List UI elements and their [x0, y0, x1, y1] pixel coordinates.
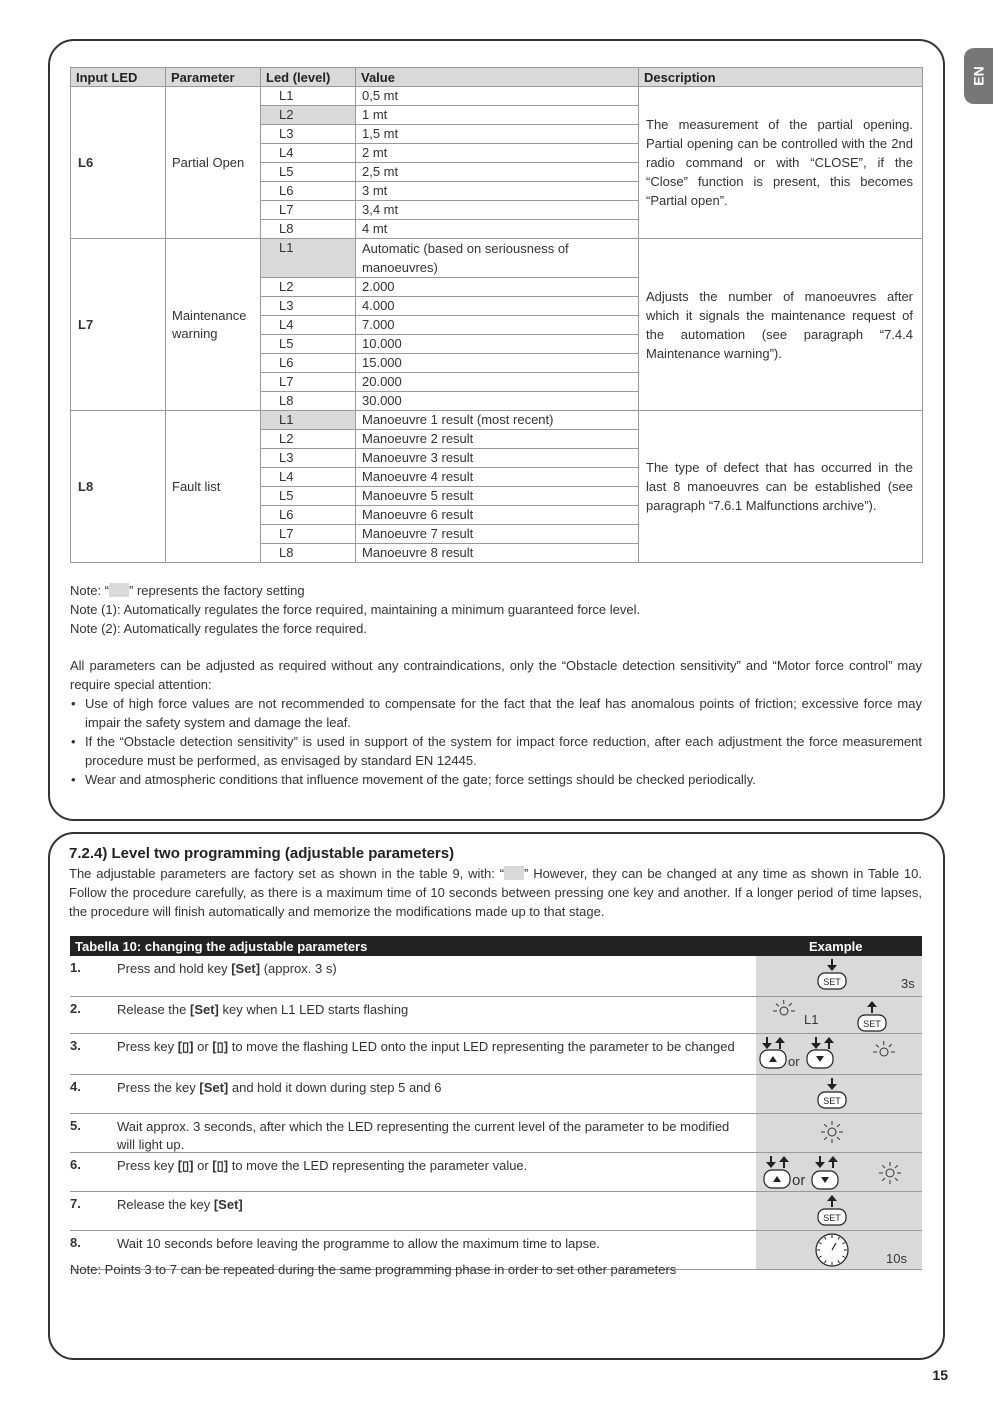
arrow-up-icon: [828, 1156, 838, 1168]
flashing-led-icon: [879, 1162, 901, 1184]
led-label: L1: [804, 1012, 819, 1027]
step-key-name: [Set]: [231, 961, 261, 976]
step-text: [117, 1079, 747, 1097]
table-row: [71, 411, 923, 430]
input-led-cell: L6: [71, 87, 166, 239]
value-cell: 10.000: [356, 335, 639, 354]
value-cell: 30.000: [356, 392, 639, 411]
example-illustration: [756, 1075, 922, 1113]
factory-swatch: [109, 583, 129, 597]
step-text: [117, 1001, 747, 1019]
example-illustration: [756, 1153, 922, 1191]
set-key-label: SET: [823, 1213, 841, 1223]
example-illustration: [756, 1034, 922, 1074]
step-key-name: [Set]: [199, 1080, 229, 1095]
arrow-up-icon: [775, 1037, 785, 1049]
language-tab[interactable]: [964, 48, 993, 104]
led-level-cell: L6: [261, 182, 356, 201]
step-number: 5.: [70, 1118, 81, 1133]
example-cell: [756, 1231, 922, 1269]
arrow-down-icon: [827, 1078, 837, 1090]
step-text-part: to move the LED representing the parameter value.: [228, 1158, 528, 1173]
arrow-up-icon: [779, 1156, 789, 1168]
step-text-part: (approx. 3 s): [260, 961, 337, 976]
guidance-list: [70, 694, 922, 789]
led-level-cell: L2: [261, 430, 356, 449]
language-tab-label: EN: [970, 66, 987, 86]
led-level-cell: L3: [261, 125, 356, 144]
step-text: [117, 1196, 747, 1214]
value-cell: Manoeuvre 1 result (most recent): [356, 411, 639, 430]
example-cell: [756, 1114, 922, 1152]
parameter-cell: Partial Open: [166, 87, 261, 239]
value-cell: Manoeuvre 3 result: [356, 449, 639, 468]
parameters-table: [70, 67, 923, 563]
step-text-part: Wait approx. 3 seconds, after which the LED representing the current level of the parameter to be modified will light up.: [117, 1119, 730, 1152]
or-label: or: [792, 1172, 806, 1189]
list-item: • Use of high force values are not recommended to compensate for the fact that the leaf has anomalous points of friction; excessive force may impair the safety system and damage the leaf.: [70, 694, 922, 732]
value-cell: 0,5 mt: [356, 87, 639, 106]
step-row: [70, 1034, 922, 1075]
led-level-cell: L8: [261, 544, 356, 563]
parameters-guidance: [70, 656, 922, 789]
example-illustration: [756, 1192, 922, 1230]
header-parameter: Parameter: [166, 68, 261, 87]
timer-icon: [816, 1234, 848, 1266]
table-row: [71, 87, 923, 106]
set-key-label: SET: [823, 1096, 841, 1106]
value-cell: 1 mt: [356, 106, 639, 125]
led-level-cell: L6: [261, 354, 356, 373]
header-value: Value: [356, 68, 639, 87]
guidance-intro: All parameters can be adjusted as required without any contraindications, only the “Obstacle detection sensitivity” and “Motor force control” may require special attention:: [70, 658, 922, 692]
value-cell: Manoeuvre 5 result: [356, 487, 639, 506]
led-level-cell: L7: [261, 525, 356, 544]
step-text-part: to move the flashing LED onto the input LED representing the parameter to be changed: [228, 1039, 735, 1054]
step-text: [117, 1157, 747, 1175]
section-intro: The adjustable parameters are factory set as shown in the table 9, with: “ ” However, they can be changed at any time as shown in Table 10. Follow the procedure carefully, as there is a maximum time of 10 seconds between pressing one key and another. If a longer period of time lapses, the procedure will finish automatically and memorize the modifications made up to that stage.: [69, 866, 922, 919]
led-level-cell: L7: [261, 201, 356, 220]
arrow-down-icon: [811, 1037, 821, 1049]
value-cell: 7.000: [356, 316, 639, 335]
step-text-part: or: [193, 1158, 213, 1173]
procedure-footnote: Note: Points 3 to 7 can be repeated during the same programming phase in order to set other parameters: [70, 1262, 677, 1277]
step-text-part: or: [193, 1039, 213, 1054]
up-key-icon: [760, 1050, 786, 1068]
arrow-down-icon: [827, 959, 837, 971]
list-item: • Wear and atmospheric conditions that influence movement of the gate; force settings should be checked periodically.: [70, 770, 922, 789]
value-cell: 3,4 mt: [356, 201, 639, 220]
value-cell: Automatic (based on seriousness of manoeuvres): [356, 239, 639, 278]
step-text-part: and hold it down during step 5 and 6: [228, 1080, 442, 1095]
example-illustration: [756, 956, 922, 996]
led-level-cell: L5: [261, 335, 356, 354]
or-label: or: [788, 1054, 800, 1069]
value-cell: 2.000: [356, 278, 639, 297]
led-level-cell: L1: [261, 87, 356, 106]
value-cell: Manoeuvre 7 result: [356, 525, 639, 544]
value-cell: 2,5 mt: [356, 163, 639, 182]
example-cell: [756, 1075, 922, 1113]
arrow-down-icon: [766, 1156, 776, 1168]
led-level-cell: L3: [261, 297, 356, 316]
factory-note: Note: “ ” represents the factory setting: [70, 583, 305, 598]
step-row: [70, 1153, 922, 1192]
example-cell: [756, 1192, 922, 1230]
led-level-cell: L8: [261, 392, 356, 411]
led-level-cell: L8: [261, 220, 356, 239]
step-number: 6.: [70, 1157, 81, 1172]
example-cell: [756, 1153, 922, 1191]
example-cell: [756, 956, 922, 996]
value-cell: 15.000: [356, 354, 639, 373]
value-cell: Manoeuvre 2 result: [356, 430, 639, 449]
note-2: Note (2): Automatically regulates the force required.: [70, 621, 367, 636]
arrow-down-icon: [762, 1037, 772, 1049]
procedure-table-header: [70, 936, 922, 956]
step-key-name: [▯]: [212, 1039, 229, 1054]
step-number: 1.: [70, 960, 81, 975]
down-key-icon: [807, 1050, 833, 1068]
parameter-cell: Maintenance warning: [166, 239, 261, 411]
arrow-up-icon: [867, 1001, 877, 1013]
set-key-icon: [818, 973, 846, 989]
set-key-icon: [858, 1015, 886, 1031]
value-cell: 3 mt: [356, 182, 639, 201]
arrow-down-icon: [815, 1156, 825, 1168]
description-cell: Adjusts the number of manoeuvres after which it signals the maintenance request of the automation (see paragraph “7.4.4 Maintenance warning”).: [639, 239, 923, 411]
example-illustration: [756, 997, 922, 1033]
step-number: 8.: [70, 1235, 81, 1250]
list-item: • If the “Obstacle detection sensitivity” is used in support of the system for impact force reduction, after each adjustment the force measurement procedure must be performed, as envisaged by standard EN 12445.: [70, 732, 922, 770]
step-text: [117, 1038, 747, 1056]
step-text: [117, 960, 747, 978]
value-cell: Manoeuvre 8 result: [356, 544, 639, 563]
duration-label: 3s: [901, 976, 915, 991]
step-key-name: [▯]: [177, 1158, 194, 1173]
example-cell: [756, 1034, 922, 1074]
led-level-cell: L2: [261, 106, 356, 125]
flashing-led-icon: [773, 1000, 795, 1015]
led-level-cell: L4: [261, 316, 356, 335]
led-level-cell: L1: [261, 239, 356, 278]
arrow-up-icon: [824, 1037, 834, 1049]
led-level-cell: L7: [261, 373, 356, 392]
example-illustration: [756, 1114, 922, 1152]
value-cell: 20.000: [356, 373, 639, 392]
value-cell: 2 mt: [356, 144, 639, 163]
led-level-cell: L2: [261, 278, 356, 297]
example-cell: [756, 997, 922, 1033]
set-key-icon: [818, 1092, 846, 1108]
page-number: 15: [932, 1367, 948, 1383]
step-text: [117, 1118, 747, 1154]
set-key-label: SET: [823, 977, 841, 987]
example-illustration: [756, 1231, 922, 1269]
header-input-led: Input LED: [71, 68, 166, 87]
lit-led-icon: [821, 1121, 843, 1143]
factory-swatch: [504, 866, 524, 880]
input-led-cell: L7: [71, 239, 166, 411]
description-cell: The type of defect that has occurred in the last 8 manoeuvres can be established (see paragraph “7.6.1 Malfunctions archive”).: [639, 411, 923, 563]
step-key-name: [Set]: [190, 1002, 219, 1017]
duration-label: 10s: [886, 1251, 907, 1266]
step-row: [70, 997, 922, 1034]
step-number: 7.: [70, 1196, 81, 1211]
parameter-cell: Fault list: [166, 411, 261, 563]
led-level-cell: L6: [261, 506, 356, 525]
value-cell: Manoeuvre 6 result: [356, 506, 639, 525]
led-level-cell: L4: [261, 468, 356, 487]
step-number: 2.: [70, 1001, 81, 1016]
led-level-cell: L3: [261, 449, 356, 468]
note-1: Note (1): Automatically regulates the force required, maintaining a minimum guaranteed force level.: [70, 602, 641, 617]
step-key-name: [▯]: [177, 1039, 194, 1054]
value-cell: 1,5 mt: [356, 125, 639, 144]
input-led-cell: L8: [71, 411, 166, 563]
procedure-table-title: Tabella 10: changing the adjustable parameters: [75, 938, 368, 954]
header-led-level: Led (level): [261, 68, 356, 87]
step-text-part: Wait 10 seconds before leaving the programme to allow the maximum time to lapse.: [117, 1236, 600, 1251]
step-number: 3.: [70, 1038, 81, 1053]
step-row: [70, 1192, 922, 1231]
table-row: [71, 239, 923, 278]
step-text: [117, 1235, 747, 1253]
step-key-name: [Set]: [213, 1197, 243, 1212]
led-level-cell: L1: [261, 411, 356, 430]
section-title: 7.2.4) Level two programming (adjustable parameters): [69, 845, 455, 862]
led-level-cell: L5: [261, 163, 356, 182]
flashing-led-icon: [873, 1041, 895, 1056]
header-description: Description: [639, 68, 923, 87]
procedure-table: [70, 936, 922, 1270]
notes-block: [70, 581, 922, 638]
table-header-row: [71, 68, 923, 87]
step-key-name: [▯]: [212, 1158, 229, 1173]
step-text-part: Press and hold key: [117, 961, 232, 976]
arrow-up-icon: [827, 1195, 837, 1207]
description-cell: The measurement of the partial opening. Partial opening can be controlled with the 2nd radio command or with “CLOSE”, if the “Close” function is present, this becomes “Partial open”.: [639, 87, 923, 239]
step-text-part: key when L1 LED starts flashing: [218, 1002, 409, 1017]
value-cell: 4 mt: [356, 220, 639, 239]
down-key-icon: [812, 1171, 838, 1189]
step-row: [70, 1075, 922, 1114]
led-level-cell: L5: [261, 487, 356, 506]
step-row: [70, 956, 922, 997]
step-text-part: Press key: [117, 1158, 178, 1173]
step-text-part: Release the key: [117, 1197, 214, 1212]
value-cell: Manoeuvre 4 result: [356, 468, 639, 487]
step-text-part: Release the: [117, 1002, 190, 1017]
set-key-icon: [818, 1209, 846, 1225]
example-header: Example: [809, 938, 863, 954]
up-key-icon: [764, 1170, 790, 1188]
value-cell: 4.000: [356, 297, 639, 316]
led-level-cell: L4: [261, 144, 356, 163]
step-text-part: Press key: [117, 1039, 178, 1054]
step-number: 4.: [70, 1079, 81, 1094]
step-row: [70, 1114, 922, 1153]
step-text-part: Press the key: [117, 1080, 200, 1095]
set-key-label: SET: [863, 1019, 881, 1029]
